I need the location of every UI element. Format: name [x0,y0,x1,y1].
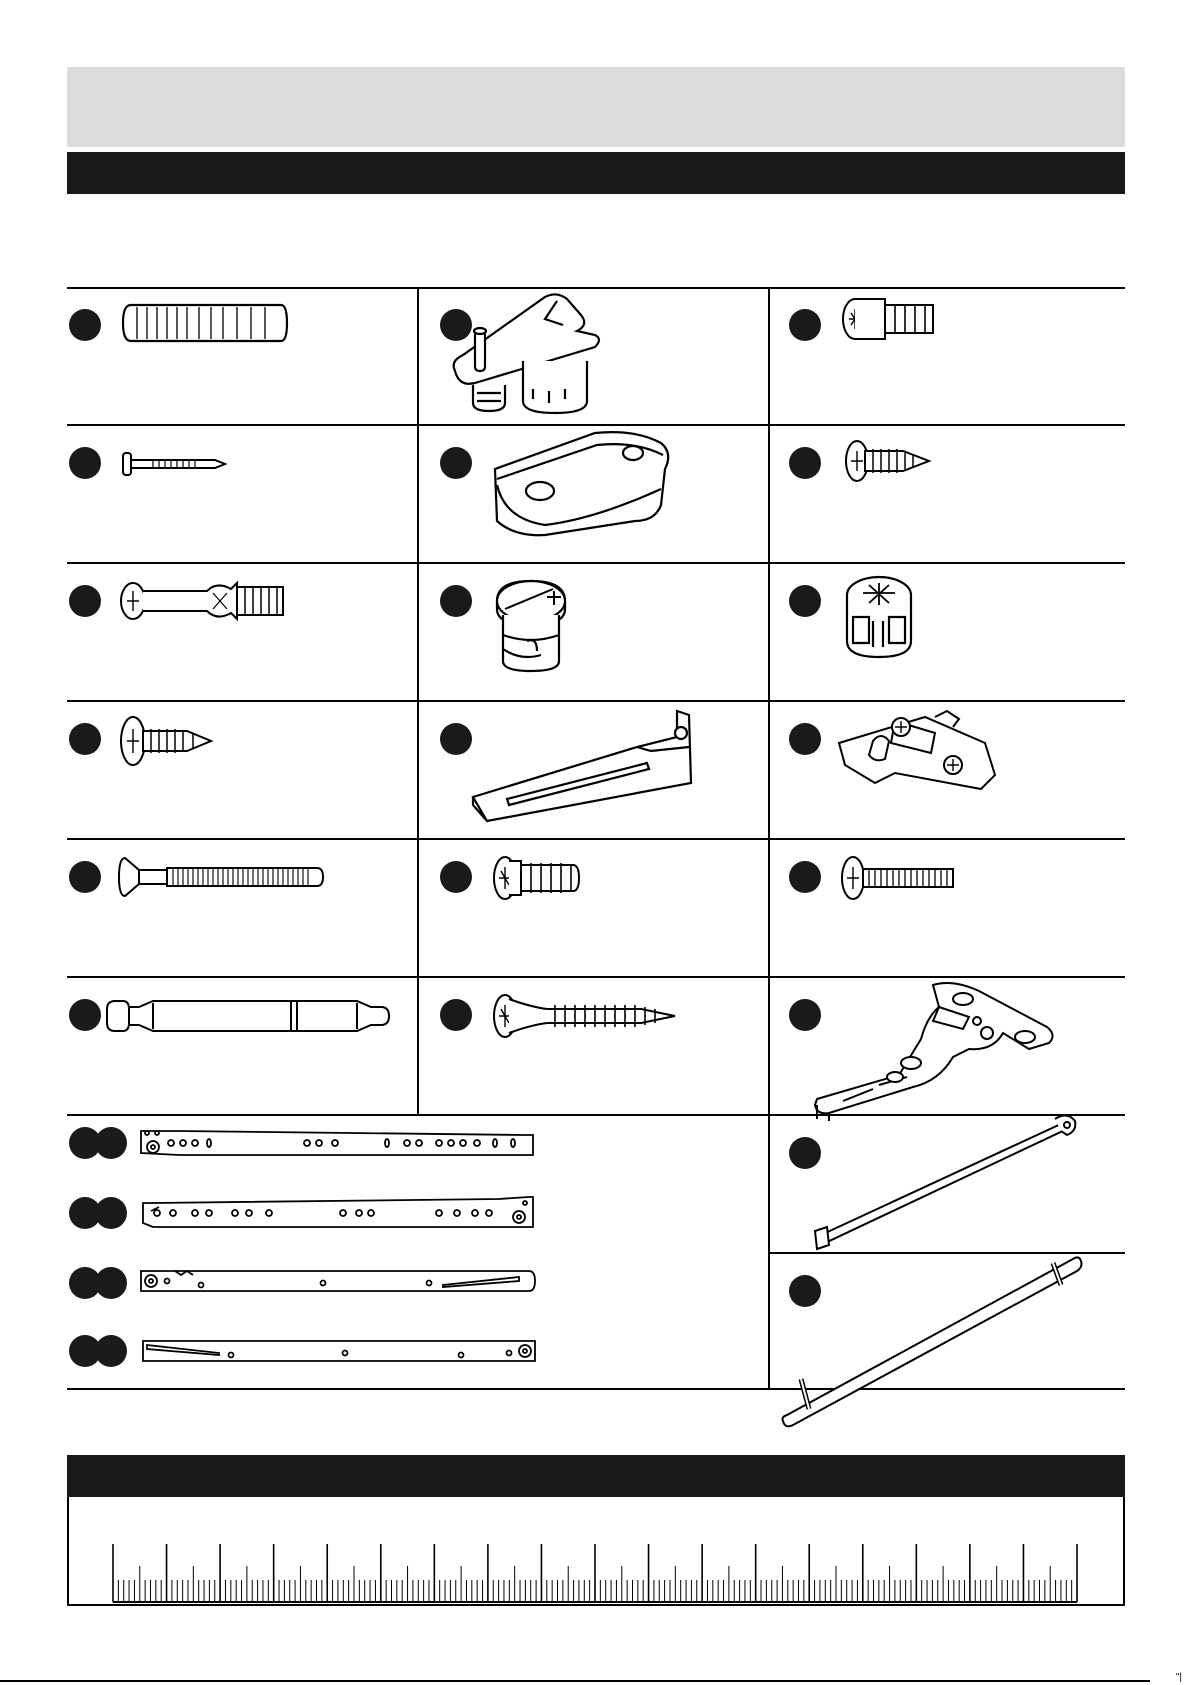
fitting-badge-c [789,309,821,341]
fitting-badge-d [69,447,101,479]
ruler-title-bar [67,1455,1125,1497]
panel-pin-nail-icon [119,449,229,479]
fitting-badge-j [69,723,101,755]
runner-badge-4b [95,1335,127,1367]
fitting-badge-o [789,861,821,893]
runner-badge-2b [95,1197,127,1229]
drawer-runner-right-icon [139,1193,539,1233]
euro-screw-short-icon [839,295,939,345]
page-marker: "| [1175,1672,1182,1683]
grid-divider [768,287,770,1388]
rail-support-cup-icon [485,429,675,539]
fitting-badge-m [69,861,101,893]
fitting-badge-l [789,723,821,755]
long-machine-bolt-icon [117,854,327,900]
double-dowel-connector-icon [103,993,393,1039]
page-footer-rule [0,1680,1150,1682]
header-band [67,67,1125,147]
small-wood-screw-icon [843,437,933,487]
cabinet-runner-right-icon [139,1335,539,1367]
fitting-badge-i [789,585,821,617]
fitting-badge-f [789,447,821,479]
fitting-badge-q [440,999,472,1031]
measuring-ruler-panel [67,1497,1125,1606]
cam-bolt-icon [117,573,287,629]
grid-rule [67,700,1125,702]
concealed-hinge-icon [803,981,1063,1121]
handle-bar-icon [777,1249,1087,1429]
fitting-badge-n [440,861,472,893]
fitting-badge-p [69,999,101,1031]
fitting-badge-e [440,447,472,479]
grid-rule [67,562,1125,564]
cabinet-runner-left-icon [139,1265,539,1297]
wooden-dowel-icon [119,299,289,347]
cam-lock-screw-icon [491,575,571,675]
grid-rule [67,287,1125,289]
shelf-support-clip-icon [445,291,605,421]
euro-screw-icon [491,853,581,903]
grid-rule [67,838,1125,840]
fitting-badge-a [69,309,101,341]
fitting-badge-h [440,585,472,617]
long-wood-screw-icon [491,991,681,1041]
grid-rule [67,424,1125,426]
cam-lock-nut-icon [839,573,919,663]
flange-screw-icon [117,711,217,771]
angle-bracket-icon [467,707,707,827]
fitting-badge-g [69,585,101,617]
runner-badge-3b [95,1267,127,1299]
measuring-ruler [69,1497,1123,1604]
section-title-bar [67,152,1125,194]
machine-screw-icon [839,853,959,903]
grid-divider [417,287,419,1114]
grid-rule [67,976,1125,978]
hinge-mounting-plate-icon [835,703,1005,813]
drawer-runner-left-icon [139,1125,539,1161]
hanging-rail-icon [805,1115,1085,1255]
runner-badge-1b [95,1127,127,1159]
